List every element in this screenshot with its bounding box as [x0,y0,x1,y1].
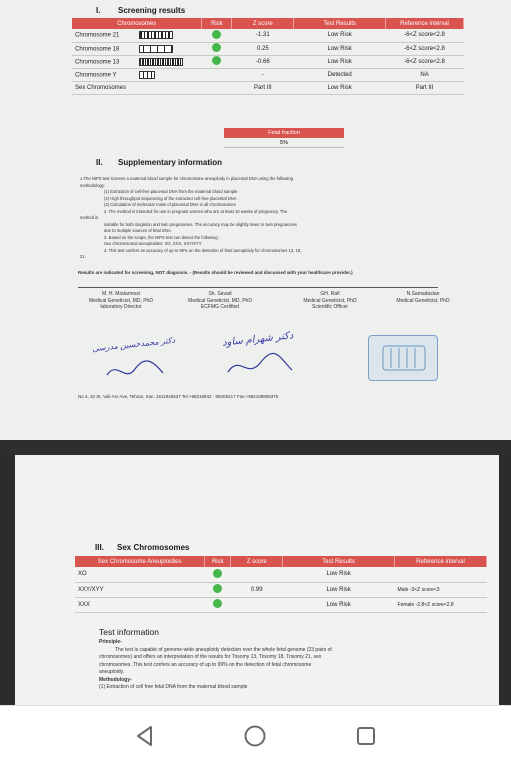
table-row: Chromosome 21 -1.31 Low Risk -6<Z score<2.8 [72,29,464,42]
test-info-title: Test information [99,627,159,637]
chromosome-name: Chromosome Y [75,72,117,79]
signature-block: N.Samadaslan Medical Geneticist, PhD [396,291,450,304]
home-circle-icon [243,724,267,748]
chromosome-name: Sex Chromosomes [72,81,202,94]
col-chromosomes: Chromosomes [72,18,202,29]
ideogram-icon [139,58,183,66]
back-button[interactable] [130,721,160,751]
page-gap [0,440,511,455]
signature-scribble-icon [225,350,295,382]
sex-chromosome-table: Sex Chromosome Aneuploidies Risk Z score Test Results Reference interval XO Low Risk XXY/XYY 0.99 Low Risk Male -3<Z score<3 XXX Low Risk Female -2.8<Z score<2.8 [75,556,487,613]
fetal-fraction-value: 5% [224,138,344,148]
chromosome-name: Chromosome 21 [75,32,120,39]
low-risk-dot-icon [213,569,222,578]
screening-disclaimer: Results are indicated for screening, NOT diagnosis. - (Results should be reviewed and discussed with your healthcare provider.) [78,270,353,275]
test-info-text: Principle- The test is capable of genome-wide aneuploidy detection over the whole fetal genome (23 pairs of chromosomes) and offers an interpretation of the results for Trisomy 13, Trisomy 18, Trisomy 21, sex chromosomes. This test confers an accuracy of up to 99% on the detection of fetal chromosome aneuploidy. Methodology- (1) Extraction of cell free fetal DNA from the maternal blood sample [99,639,332,690]
fetal-fraction-box [224,128,344,148]
low-risk-dot-icon [213,599,222,608]
col-risk: Risk [202,18,232,29]
signature-block: M. H. Modarressi Medical Geneticist, MD, PhD laboratory Director [89,291,153,310]
fetal-fraction-label: Fetal fraction [224,128,344,138]
col-reference: Reference interval [386,18,464,29]
home-button[interactable] [240,721,270,751]
recents-square-icon [355,725,377,747]
supplementary-text: 1.The NIPS test screens a maternal blood sample for chromosome aneuploidy in placental DNA using the following methodology: (1) Extraction of cell-free placental DNA from the maternal blood sample (2) High throughput sequencing of the extracted cell-free placental DNA (3) Calculation of molecular mass of placental DNA in all chromosomes 2. The method is intended for use in pregnant women who are at least 10 weeks of pregnancy. The method is suitable for both singleton and twin pregnancies. The accuracy may be slightly lower in twin pregnancies due to multiple sources of fetal DNA. 3. Based on the scope, the NIPS test can detect the following: Sex chromosomal aneuploidies: XO, XXX, XXY/XYY 4. This test confers an accuracy of up to 99% on the detection of fetal aneuploidy for chromosomes 13, 18, 21. [80,176,302,259]
col-results: Test Results [294,18,386,29]
low-risk-dot-icon [212,30,221,39]
divider [78,287,438,288]
signature-block: Sh. Savad Medical Geneticist, MD, PhD ECFMG Certified [188,291,252,310]
chromosome-name: Chromosome 13 [75,59,120,66]
table-row: Sex Chromosomes Part III Low Risk Part III [72,81,464,94]
table-row: XXY/XYY 0.99 Low Risk Male -3<Z score<3 [75,582,487,597]
low-risk-dot-icon [213,584,222,593]
lab-stamp [368,335,438,381]
table-row: Chromosome 13 -0.66 Low Risk -6<Z score<2.8 [72,55,464,68]
back-triangle-icon [135,725,155,747]
section-3-title: III. Sex Chromosomes [95,543,190,552]
doctor-stamp: دکتر شهرام ساود [221,330,294,349]
dna-logo-icon [369,336,439,382]
ideogram-icon [139,31,173,39]
doctor-stamp: دکتر محمدحسین مدرسی [91,335,176,354]
screening-table [72,18,464,95]
table-row: XXX Low Risk Female -2.8<Z score<2.8 [75,597,487,612]
table-row: Chromosome Y - Detected NA [72,68,464,81]
recents-button[interactable] [351,721,381,751]
signature-block: GH. Rafi Medical Geneticist, PhD Scientific Officer [303,291,357,310]
chromosome-name: Chromosome 18 [75,46,120,53]
report-page-2 [15,455,499,705]
col-zscore: Z score [232,18,294,29]
ideogram-icon [139,45,173,53]
ideogram-icon [139,71,155,79]
table-row: XO Low Risk [75,567,487,582]
section-1-title: I. Screening results [96,6,186,15]
low-risk-dot-icon [212,56,221,65]
low-risk-dot-icon [212,43,221,52]
section-2-title: II. Supplementary information [96,158,223,167]
lab-address: No 4, 32 St, Vali-Asr Ave, Tehran, Iran. 1511945637 Tel:+98218942 - 88208217 Fax:+982188808376 [78,394,279,399]
signature-scribble-icon [105,355,165,385]
android-nav-bar [0,705,511,765]
table-row: Chromosome 18 0.25 Low Risk -6<Z score<2.8 [72,42,464,55]
